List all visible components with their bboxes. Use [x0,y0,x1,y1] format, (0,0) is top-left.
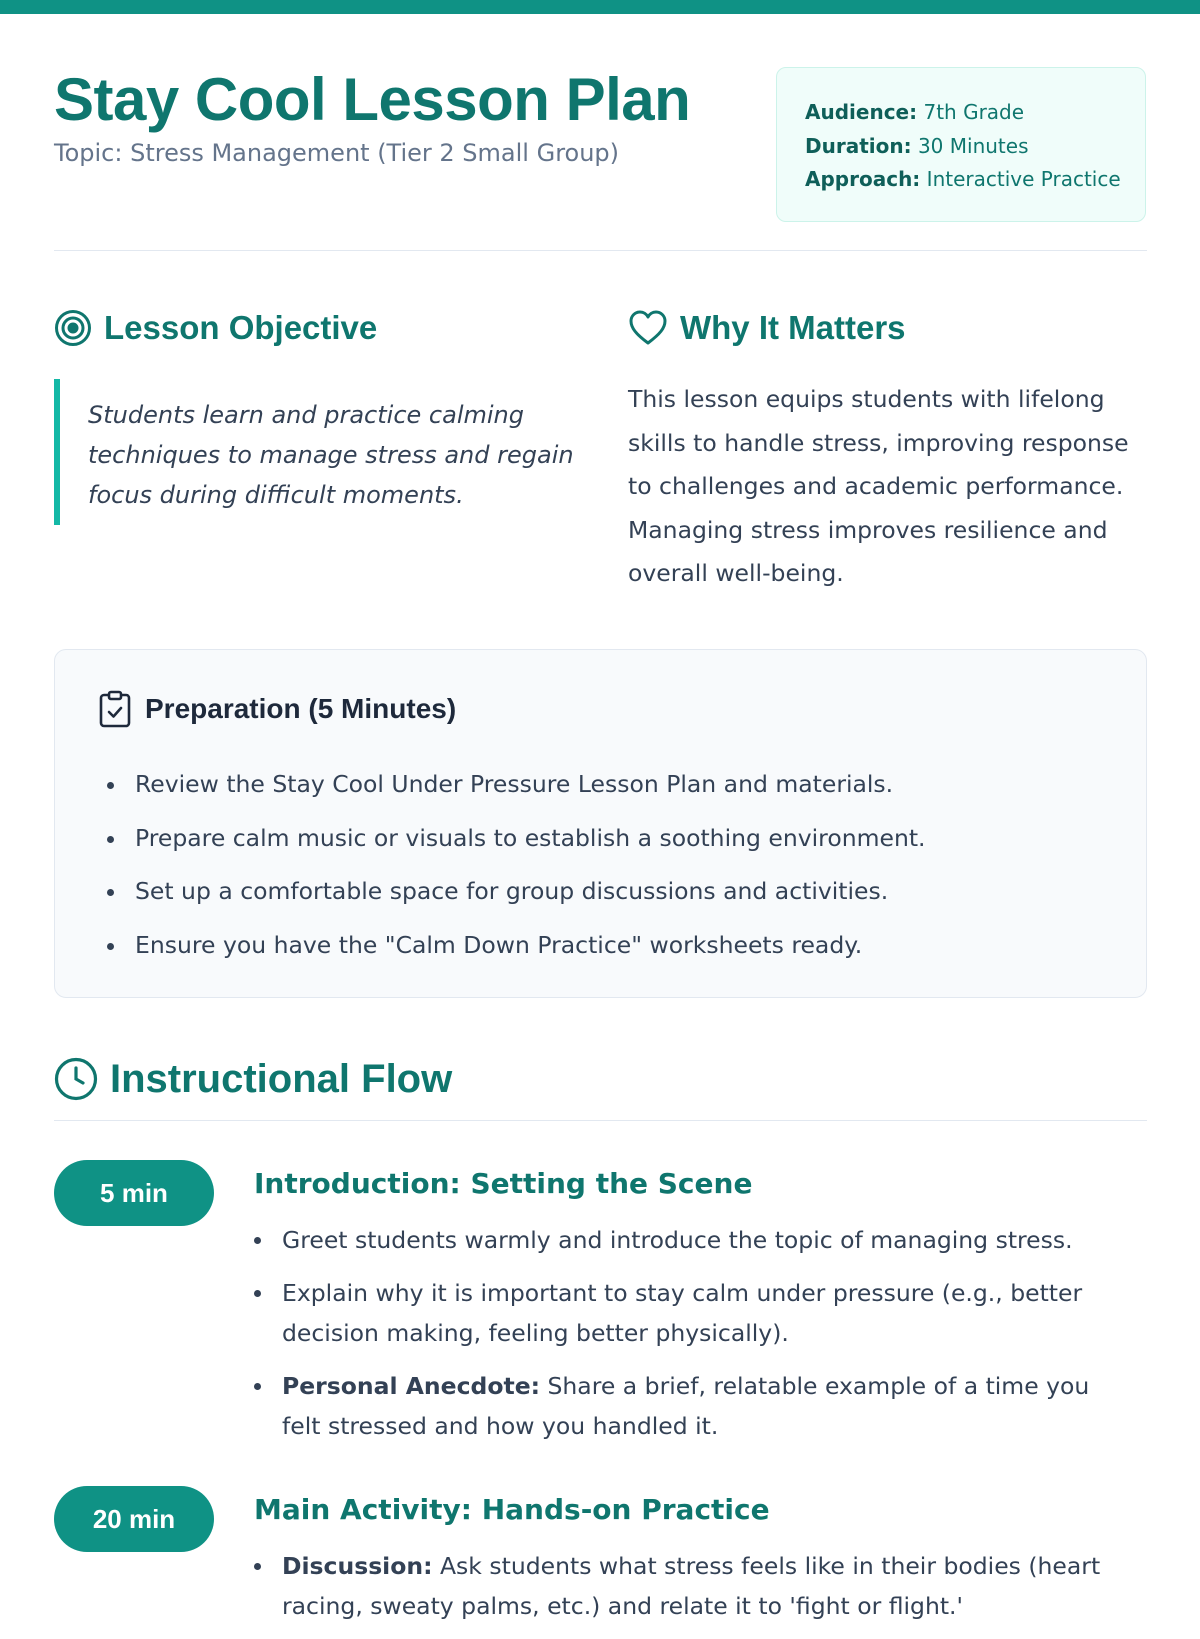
item-text: Greet students warmly and introduce the topic of managing stress. [282,1226,1073,1254]
page-subtitle: Topic: Stress Management (Tier 2 Small Group) [54,139,620,167]
item-text: Ask students what stress feels like in their bodies (heart racing, sweaty palms, etc.) and relate it to 'fight or flight.' [282,1552,1101,1620]
item-text: Share a brief, relatable example of a time you felt stressed and how you handled it. [282,1372,1090,1440]
list-item [254,1546,1124,1626]
duration-badge: 5 min [54,1160,214,1226]
list-item: Prepare calm music or visuals to establish a soothing environment. [107,812,1107,866]
flow-divider [54,1120,1147,1121]
meta-value: 30 Minutes [917,133,1029,158]
list-item: Ensure you have the "Calm Down Practice" worksheets ready. [107,919,1107,973]
objective-quote: Students learn and practice calming techniques to manage stress and regain focus during difficult moments. [54,379,574,525]
preparation-card [54,649,1147,998]
list-item: Review the Stay Cool Under Pressure Lesson Plan and materials. [107,758,1107,812]
objective-heading-label: Lesson Objective [104,309,378,346]
target-icon [54,309,92,347]
meta-label: Audience: [805,100,918,124]
clock-icon [54,1057,98,1101]
meta-approach [805,163,1121,197]
item-text: Explain why it is important to stay calm under pressure (e.g., better decision making, feeling better physically). [282,1279,1083,1347]
step-list [254,1220,1124,1459]
why-heading-label: Why It Matters [680,309,906,346]
step-title: Introduction: Setting the Scene [254,1167,753,1200]
flow-heading-label: Instructional Flow [110,1057,453,1101]
flow-heading [54,1055,452,1103]
top-accent-bar [0,0,1200,14]
why-heading [628,308,906,348]
objective-heading [54,308,377,348]
step-list [254,1546,1124,1639]
item-bold-label: Discussion: [282,1552,433,1580]
clipboard-check-icon [99,690,131,728]
preparation-list [107,758,1107,972]
list-item: Set up a comfortable space for group discussions and activities. [107,865,1107,919]
header-divider [54,250,1147,251]
heart-icon [628,309,668,347]
meta-label: Approach: [805,167,921,191]
list-item [254,1366,1124,1446]
meta-label: Duration: [805,133,912,158]
meta-value: Interactive Practice [926,167,1121,191]
preparation-heading-label: Preparation (5 Minutes) [145,693,457,724]
step-title: Main Activity: Hands-on Practice [254,1493,770,1526]
meta-value: 7th Grade [923,100,1025,124]
lesson-meta-box [776,67,1146,222]
meta-audience [805,96,1117,130]
duration-badge: 20 min [54,1486,214,1552]
item-bold-label: Personal Anecdote: [282,1372,541,1400]
list-item [254,1273,1124,1353]
meta-duration [805,130,1117,164]
page-title: Stay Cool Lesson Plan [54,66,691,133]
list-item [254,1220,1124,1260]
preparation-heading [99,690,456,728]
why-body: This lesson equips students with lifelong skills to handle stress, improving response to challenges and academic performance. Managing stress improves resilience and overall well-being. [628,385,1129,587]
